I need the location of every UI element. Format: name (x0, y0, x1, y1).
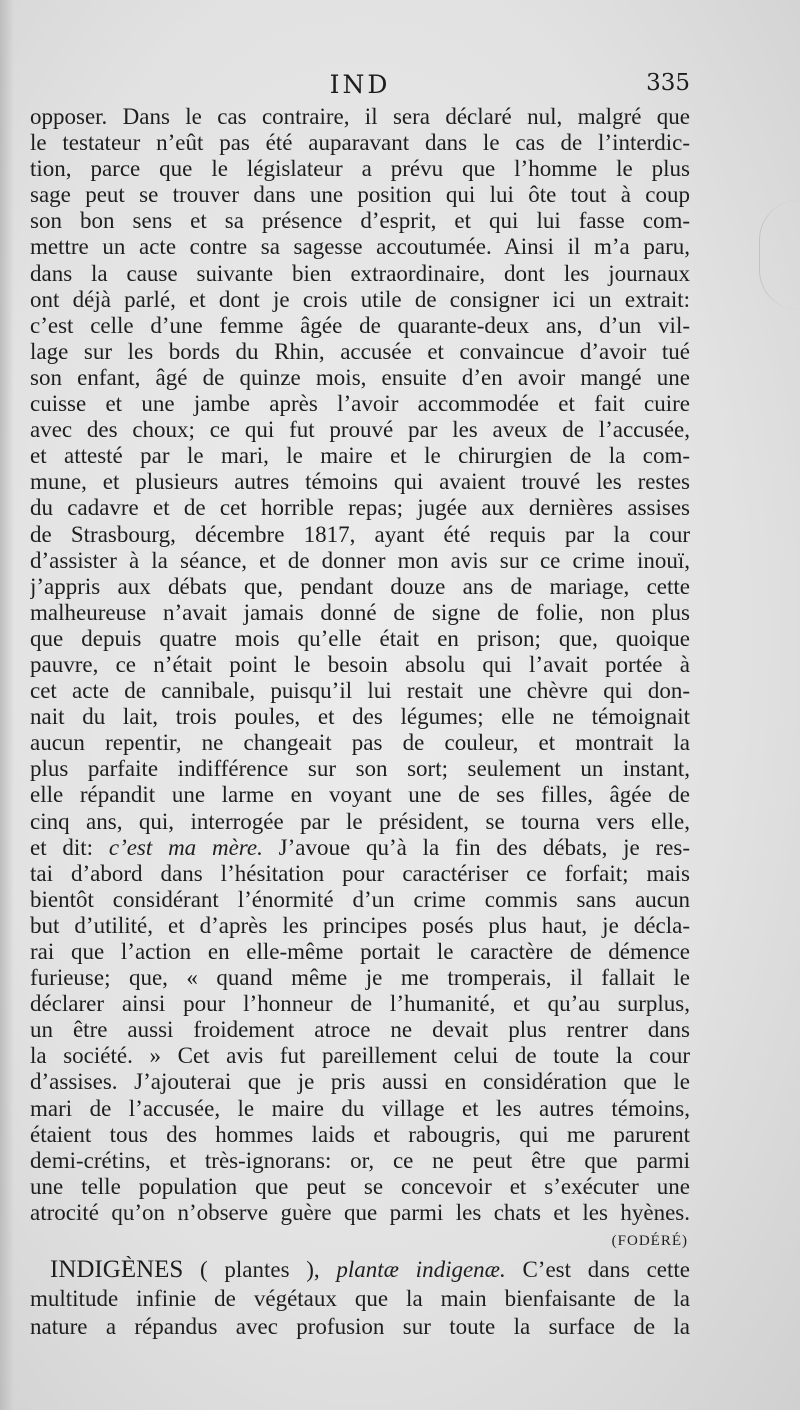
text-line: déclarer ainsi pour l’honneur de l’humanité, et qu’au surplus, (30, 991, 690, 1017)
text-line: mari de l’accusée, le maire du village et les autres témoins, (30, 1095, 690, 1121)
text-line: opposer. Dans le cas contraire, il sera déclaré nul, malgré que (30, 104, 690, 129)
text-line: que depuis quatre mois qu’elle était en prison; que, quoique (30, 625, 690, 651)
text-line: un être aussi froidement atroce ne devait plus rentrer dans (30, 1017, 690, 1043)
text-line: aucun repentir, ne changeait pas de couleur, et montrait la (30, 730, 690, 756)
text-line: nature a répandus avec profusion sur toute la surface de la (30, 1314, 690, 1340)
entry-latin-name: plantæ indigenæ. (336, 1257, 506, 1283)
text-line: plus parfaite indifférence sur son sort; seulement un instant, (30, 756, 690, 782)
paragraph-1-continued (30, 861, 690, 1226)
text-line: malheureuse n’avait jamais donné de signe de folie, non plus (30, 599, 690, 625)
text-line: sage peut se trouver dans une position qui lui ôte tout à coup (30, 182, 690, 208)
line-dit-suffix: J’avoue qu’à la fin des débats, je res- (278, 834, 690, 860)
text-line: de Strasbourg, décembre 1817, ayant été requis par la cour (30, 521, 690, 547)
text-line: cinq ans, qui, interrogée par le président, se tourna vers elle, (30, 808, 690, 834)
text-line: une telle population que peut se concevoir et s’exécuter une (30, 1173, 690, 1199)
page-gutter-shadow (0, 0, 14, 1410)
text-line: c’est celle d’une femme âgée de quarante-deux ans, d’un vil- (30, 312, 690, 338)
text-line: d’assises. J’ajouterai que je pris aussi en considération que le (30, 1069, 690, 1095)
text-line: du cadavre et de cet horrible repas; jugée aux dernières assises (30, 495, 690, 521)
entry-headword: INDIGÈNES (50, 1256, 184, 1284)
text-line: d’assister à la séance, et de donner mon avis sur ce crime inouï, (30, 547, 690, 573)
text-line: pauvre, ce n’était point le besoin absolu qui l’avait portée à (30, 651, 690, 677)
text-line: le testateur n’eût pas été auparavant dans le cas de l’interdic- (30, 130, 690, 156)
text-line: cuisse et une jambe après l’avoir accommodée et fait cuire (30, 391, 690, 417)
entry-body (30, 1285, 690, 1342)
text-line: son bon sens et sa présence d’esprit, et qui lui fasse com- (30, 208, 690, 234)
page-number: 335 (646, 70, 690, 96)
entry-first-line (30, 1256, 690, 1285)
paragraph-1 (30, 104, 690, 835)
text-line: nait du lait, trois poules, et des légumes; elle ne témoignait (30, 704, 690, 730)
line-dit-prefix: et dit: (30, 834, 94, 860)
text-line: mettre un acte contre sa sagesse accoutumée. Ainsi il m’a paru, (30, 234, 690, 260)
text-line: son enfant, âgé de quinze mois, ensuite d’en avoir mangé une (30, 364, 690, 390)
text-line: dans la cause suivante bien extraordinaire, dont les journaux (30, 260, 690, 286)
text-line: avec des choux; ce qui fut prouvé par les aveux de l’accusée, (30, 417, 690, 443)
line-dit-italic: c’est ma mère. (108, 834, 263, 860)
text-line: atrocité qu’on n’observe guère que parmi les chats et les hyènes. (30, 1199, 690, 1225)
text-line: et attesté par le mari, le maire et le chirurgien de la com- (30, 443, 690, 469)
page-header (30, 70, 690, 104)
text-line: étaient tous des hommes laids et rabougris, qui me parurent (30, 1121, 690, 1147)
text-line: mune, et plusieurs autres témoins qui avaient trouvé les restes (30, 469, 690, 495)
text-line: demi-crétins, et très-ignorans: or, ce ne peut être que parmi (30, 1147, 690, 1173)
text-line: tion, parce que le législateur a prévu que l’homme le plus (30, 156, 690, 182)
text-line: multitude infinie de végétaux que la main bienfaisante de la (30, 1285, 690, 1311)
text-line: la société. » Cet avis fut pareillement celui de toute la cour (30, 1043, 690, 1069)
author-signature: (FODÉRÉ) (611, 1233, 688, 1250)
text-line: tai d’abord dans l’hésitation pour caractériser ce forfait; mais (30, 860, 690, 886)
text-line: ont déjà parlé, et dont je crois utile de consigner ici un extrait: (30, 286, 690, 312)
entry-first-line-rest: C’est dans cette (522, 1257, 690, 1283)
text-line: elle répandit une larme en voyant une de ses filles, âgée de (30, 782, 690, 808)
text-line: bientôt considérant l’énormité d’un crime commis sans aucun (30, 886, 690, 912)
text-line: rai que l’action en elle-même portait le caractère de démence (30, 939, 690, 964)
text-line: j’appris aux débats que, pendant douze ans de mariage, cette (30, 573, 690, 599)
text-line: lage sur les bords du Rhin, accusée et convaincue d’avoir tué (30, 338, 690, 364)
margin-mark (759, 200, 800, 310)
text-line: but d’utilité, et d’après les principes posés plus haut, je décla- (30, 912, 690, 938)
entry-qualifier: ( plantes ), (200, 1257, 320, 1283)
text-line: cet acte de cannibale, puisqu’il lui restait une chèvre qui don- (30, 678, 690, 704)
running-head: IND (329, 70, 391, 99)
text-line: furieuse; que, « quand même je me tromperais, il fallait le (30, 965, 690, 991)
text-line-dit (30, 835, 690, 861)
body-text (30, 104, 690, 1342)
